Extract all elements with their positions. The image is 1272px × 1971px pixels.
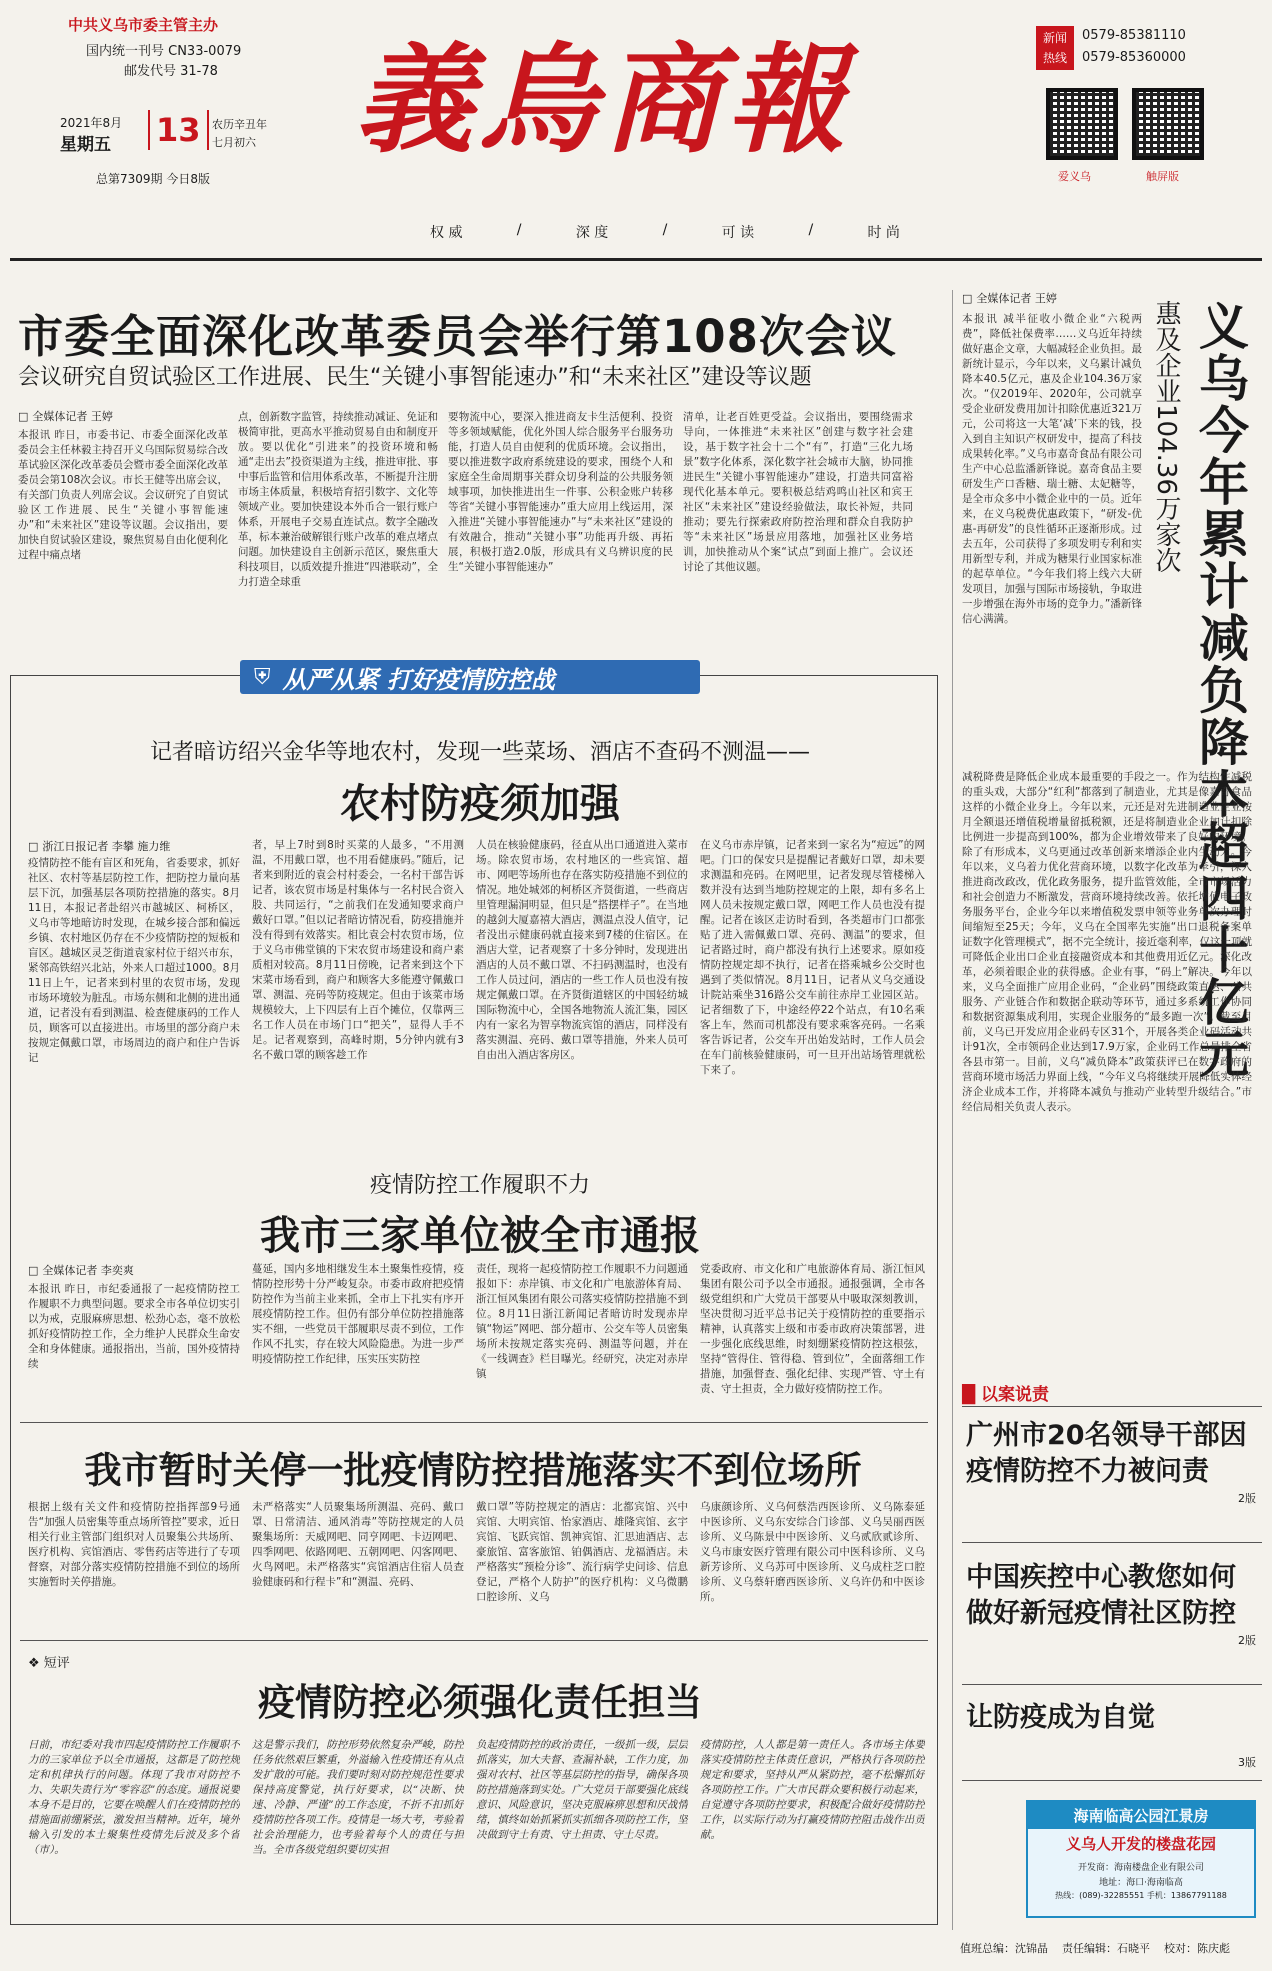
third-headline: 我市暂时关停一批疫情防控措施落实不到位场所	[84, 1449, 862, 1492]
issue-line: 总第7309期 今日8版	[96, 172, 210, 186]
comment-tag	[28, 1652, 70, 1671]
index-rule-2	[962, 1684, 1262, 1685]
hotline-box	[1036, 26, 1226, 70]
index-item[interactable]	[966, 1700, 1256, 1770]
lead-col-2: 点，创新数字监管，持续推动减证、免证和极简审批，更高水平推动贸易自由和制度开放。要以优化“引进来”的投资环境和畅通“走出去”投资渠道为主线，推进审批、事中事后监管和信用体系改革，不断提升注册市场主体质量，积极培育招引数字、文化等领域产业。要加快建设本外币合一银行账户体系，开展电子交易直连试点。数字全融改革，标本兼治破解银行账户改革的难点堵点问题。加快建设自主创新示范区，聚焦重大科技项目，以质效提升推进“四港联动”，全力打造全球重	[238, 411, 438, 588]
feature-headline: 农村防疫须加强	[340, 781, 620, 827]
third-col-2: 未严格落实“人员聚集场所测温、亮码、戴口罩、日常清洁、通风消毒”等防控规定的人员聚集场所：天威网吧、同亨网吧、卡迈网吧、四季网吧、依路网吧、五朝网吧、闪客网吧、火鸟网吧。未严格落实“宾馆酒店住宿人员查验健康码和行程卡”和“测温、亮码、	[252, 1501, 464, 1588]
ad-line-4: 地址：海口·海南临高	[1099, 1878, 1183, 1888]
second-col-2: 蔓延，国内多地相继发生本土聚集性疫情，疫情防控形势十分严峻复杂。市委市政府把疫情防控作为当前主业来抓，全市上下扎实有序开展疫情防控工作。但仍有部分单位防控措施落实不细，一些党员干部履职尽责不到位，工作作风不扎实，存在较大风险隐患。为进一步严明疫情防控工作纪律，压实压实防控	[252, 1263, 464, 1365]
postal-line: 邮发代号 31-78	[124, 64, 218, 79]
ad-line-1: 海南临高公园江景房	[1028, 1802, 1254, 1829]
third-col-1: 根据上级有关文件和疫情防控指挥部9号通告“加强人员密集等重点场所管控”要求，近日相关行业主管部门组织对人员聚集公共场所、医疗机构、宾馆酒店、零售药店等进行了专项督察，对部分落实疫情防控措施不到位的场所实施暂时关停措施。	[28, 1501, 240, 1588]
phone-1: 0579-85381110	[1082, 28, 1186, 43]
real-estate-ad[interactable]	[1026, 1800, 1256, 1918]
slogan-2: 深 度	[575, 225, 609, 241]
feature-col-2: 者，早上7时到8时买菜的人最多，“不用测温，不用戴口罩，也不用看健康码。”随后，记者来到附近的袁会村村委会，一名村干部告诉记者，该农贸市场是村集体与一名村民合资入股、共同运行，“之前我们在发通知要求商户戴好口罩。”但以记者暗访情况看，防疫措施并没有得到有效落实。相比袁会村农贸市场，位于义乌市佛堂镇的下宋农贸市场建设和商户素质相对较高。8月11日傍晚，记者来到这个下宋菜市场看到，商户和顾客大多能遵守佩戴口罩、测温、亮码等防疫规定。但由于该菜市场规模较大，上下四层有上百个摊位，仅靠两三名工作人员在市场门口“把关”，显得人手不足。记者观察到，高峰时期，5分钟内就有3名不戴口罩的顾客趁工作	[252, 839, 464, 1061]
right-body-2: 减税降费是降低企业成本最重要的手段之一。作为结构性减税的重头戏，大部分“红利”都落到了制造业，尤其是像嘉奇食品这样的小微企业身上。今年以来，元还是对先进制造业企业按月全额退还增值税增量留抵税额，还是将制造业企业加计扣除比例进一步提高到100%，都为企业增效带来了良好的环境。除了有形成本，义乌更通过改革创新来增添企业内生动力。今年以来，义乌着力优化营商环境，以数字化改革为牵引，深入推进商改政改，优化政务服务，提升监管效能，全市市场活力和社会创造力不断激发，营商环境持续改善。依托增值电子政务服务平台，企业今年以来增值税发票申领等业务单次办理时间缩短至25天；今年，义乌在全国率先实施“出口退税备案单证数字化管理模式”，据不完全统计，接近毫利率，仅这一项就可降低企业出口企业直接融资成本和其他费用近亿元。深化改革，必须着眼企业的获得感。企业有事，“码上”解决。今年以来，义乌全面推广应用企业码，“企业码”围绕政策直达、公共服务、产业链合作和数据企联动等环节，通过多系统工作协同和数据资源集成利用，实现企业服务的“最多跑一次”。截至目前，义乌已开发应用企业码专区31个，开展各类企业码活动共计91次，全市领码企业达到17.9万家，企业码工作总量排全省各县市第一。目前，义乌“减负降本”政策获评已在数字政府的营商环境市场活力界面上线，“今年义乌将继续开展降低实体经济企业成本工作，并将降本减负与推动产业转型升级结合。”市经信局相关负责人表示。	[962, 771, 1252, 1113]
qr-caption-app: 爱义乌	[1058, 170, 1091, 183]
hotline-tag-1: 新闻	[1042, 31, 1067, 45]
date-year-month: 2021年8月	[60, 116, 123, 130]
feature-col-1: 疫情防控不能有盲区和死角，省委要求，抓好社区、农村等基层防控工作，把防控力量向基层下沉，加强基层各项防控措施的落实。8月11日，本报记者赴绍兴市越城区、柯桥区，义乌市等地暗访时发现，在城乡接合部和偏远乡镇、农村地区仍存在不少疫情防控的短板和盲区。越城区灵芝街道袁家村位于绍兴市东，紧邻高铁绍兴北站，外来人口超过1000。8月11日上午，记者来到村里的农贸市场，发现市场环境较为脏乱。市场东侧和北侧的进出通道，记者没有看到测温、检查健康码的工作人员，顾客可以直接进出。市场里的部分商户未按规定佩戴口罩，市场周边的商户和住户告诉记	[28, 857, 240, 1064]
feature-kicker: 记者暗访绍兴金华等地农村，发现一些菜场、酒店不查码不测温——	[149, 740, 810, 765]
second-headline: 我市三家单位被全市通报	[260, 1213, 700, 1259]
index-item-title[interactable]: 让防疫成为自觉	[966, 1702, 1155, 1733]
comment-col-4: 疫情防控，人人都是第一责任人。各市场主体要落实疫情防控主体责任意识，严格执行各项防控规定和要求，坚持从严从紧防控，毫不松懈抓好各项防控工作。广大市民群众要积极行动起来，自觉遵守各项防控要求，积极配合做好疫情防控工作，以实际行动为打赢疫情防控阻击战作出贡献。	[700, 1739, 925, 1841]
index-rule-top	[962, 1406, 1262, 1407]
qr-code-app-icon[interactable]	[1046, 88, 1118, 160]
issn-line: 国内统一刊号 CN33-0079	[86, 44, 242, 59]
comment-tag-text: 短评	[43, 1656, 70, 1671]
comment-col-2: 这是警示我们，防控形势依然复杂严峻，防控任务依然艰巨繁重，外溢输入性疫情还有从点发扩散的可能。我们要时刻对防控规范性要求保持高度警觉，执行好要求，以“决断、快速、冷静、严谨”的工作态度，不折不扣抓好疫情防控各项工作。疫情是一场大考，考验着社会治理能力，也考验着每个人的责任与担当。全市各级党组织要切实担	[252, 1739, 464, 1856]
right-byline: □ 全媒体记者 王婷	[962, 290, 1057, 306]
footer-editor: 值班总编：沈锦晶	[960, 1942, 1048, 1955]
index-rule-1	[962, 1542, 1262, 1543]
index-tag	[962, 1380, 1049, 1405]
hotline-tag	[1036, 26, 1074, 70]
date-weekday: 星期五	[60, 135, 111, 155]
second-col-3: 责任，现将一起疫情防控工作履职不力问题通报如下：赤岸镇、市文化和广电旅游体育局、浙江恒风集团有限公司落实疫情防控措施不到位。8月11日浙江新闻记者暗访时发现赤岸镇“物运”网吧、部分超市、公交车等人员密集场所未按规定落实亮码、测温等问题，并在《一线调查》栏目曝光。经研究，决定对赤岸镇	[476, 1263, 688, 1380]
index-item[interactable]	[966, 1560, 1256, 1648]
second-byline: □ 全媒体记者 李奕爽	[28, 1262, 134, 1278]
feature-col-3: 人员在核验健康码，径直从出口通道进入菜市场。除农贸市场，农村地区的一些宾馆、超市、网吧等场所也存在落实防疫措施不到位的情况。地处城郊的柯桥区齐贤街道，一些商店里管理漏洞明显，但只是“搭摆样子”。在当地的越剑大厦嘉禧大酒店，测温点没人值守，记者没出示健康码就直接来到7楼的住宿区。在酒店大堂，记者观察了十多分钟时，发现进出酒店的人员不戴口罩、不扫码测温时，也没有工作人员过问，酒店的一些工作人员也没有按规定佩戴口罩。在齐贤街道辖区的中国轻纺城国际物流中心，全国各地物流人流汇集，园区内有一家名为智享物流宾馆的酒店，同样没有落实测温、亮码、戴口罩等措施，外来人员可自由出入酒店客房区。	[476, 839, 688, 1061]
comment-tag-icon: ❖	[28, 1656, 40, 1671]
feature-banner-text: 从严从紧 打好疫情防控战	[282, 665, 555, 694]
comment-col-3: 负起疫情防控的政治责任，一级抓一级，层层抓落实，加大夫督、查漏补缺，工作力度，加强对农村、社区等基层防控的指导，确保各项防控措施落到实处。广大党员干部要强化底线意识、风险意识，坚决克服麻痹思想和厌战情绪，慎终如始抓紧抓实抓细各项防控工作，坚决做到守土有责、守土担责、守土尽责。	[476, 1739, 688, 1841]
third-col-3: 戴口罩”等防控规定的酒店：北都宾馆、兴中宾馆、大明宾馆、怡家酒店、雄隆宾馆、玄宇宾馆、飞跃宾馆、凯神宾馆、汇思迪酒店、志豪旅馆、富客旅馆、铂偶酒店、龙福酒店。未严格落实“预检分诊”、流行病学史问诊、信息登记，严格个人防护”的医疗机构：义乌微鹏口腔诊所、义乌	[476, 1501, 688, 1603]
right-column-rule	[952, 290, 953, 1930]
third-col-4: 乌康颜诊所、义乌何蔡浩西医诊所、义乌陈泰延中医诊所、义乌东安综合门诊部、义乌吴丽西医诊所、义乌陈景中中医诊所、义乌贰欣贰诊所、义乌市康安医疗管理有限公司中医科诊所、义乌新芳诊所、义乌苏可中医诊所、义乌成柱芝口腔诊所、义乌蔡轩磨西医诊所、义乌许仍和中医诊所。	[700, 1501, 925, 1603]
hotline-tag-2: 热线	[1042, 51, 1067, 65]
footer-duty: 责任编辑：石晓平	[1062, 1942, 1150, 1955]
index-item-page: 2版	[1238, 1634, 1256, 1647]
second-col-1: 本报讯 昨日，市纪委通报了一起疫情防控工作履职不力典型问题。要求全市各单位切实引以为戒，克服麻痹思想、松劲心态，毫不放松抓好疫情防控工作，全力维护人民群众生命安全和身体健康。通报指出，当前，国外疫情持续	[28, 1283, 240, 1370]
sponsor-line: 中共义乌市委主管主办	[68, 16, 219, 34]
masthead-rule	[10, 258, 1262, 261]
lunar-year: 农历辛丑年	[212, 118, 267, 131]
ad-line-3: 开发商：海南楼盘企业有限公司	[1077, 1863, 1204, 1873]
slogan-3: 可 读	[721, 225, 755, 241]
feature-byline: □ 浙江日报记者 李攀 施力维	[28, 838, 170, 854]
slogan-1: 权 威	[430, 225, 463, 241]
second-rule	[20, 1422, 928, 1423]
lead-col-4: 清单，让老百姓更受益。会议指出，要围绕需求导向，一体推进“未来社区”创建与数字社会建设，基于数字社会十二个“有”，打造“三化九场景”数字化体系，深化数字社会城市大脑，协同推进民生“关键小事智能速办”建设，打造共同富裕现代化基本单元。要积极总结鸡鸣山社区和宾王社区“未来社区”建设经验做法，取长补短，共同推动；要先行探索政府防控治理和群众自我防护等“未来社区”场景应用落地，加强社区业务培训，加快推动从个案“试点”到面上推广。会议还讨论了其他议题。	[683, 411, 913, 573]
qr-caption-mobile: 触屏版	[1146, 170, 1179, 183]
footer	[960, 1940, 1260, 1956]
footer-proof: 校对：陈庆彪	[1164, 1942, 1230, 1955]
index-tag-marker: █	[962, 1385, 976, 1405]
third-rule	[20, 1640, 928, 1641]
comment-col-1: 日前，市纪委对我市四起疫情防控工作履职不力的三家单位予以全市通报，这都是了防控规定和机律执行的问题。体现了我市对防控不力、失职失责行为“零容忍”的态度。通报说要本身不是目的，它要在唤醒人们在疫情防控的措施面前绷紧弦，激发担当精神。近年，境外输入引发的本土聚集性疫情先后波及多个省（市）。	[28, 1739, 240, 1856]
slogan-4: 时 尚	[867, 225, 900, 241]
feature-col-4: 在义乌市赤岸镇，记者来到一家名为“痘远”的网吧。门口的保安只是提醒记者戴好口罩，却未要求测温和亮码。在网吧里，记者发现尽管楼梯入数并没有达到当地防控规定的上限，却有多名上网人员未按规定戴口罩，网吧工作人员也没有提醒。记者在该区走访时看到，各类超市门口都张贴了进入需佩戴口罩、亮码、测温”的要求，但记者路过时，商户都没有执行上述要求。原如疫情防控规定却不执行，记者在搭乘城乡公交时也遇到了类似情况。8月11日，记者从义乌交通设计院站乘坐316路公交车前往赤岸工业园区站。记者细数了下，中途经停22个站点，有10名乘客上车，然而司机都没有要求乘客亮码。一名乘客告诉记者，公交车开出始发站时，工作人员会在车门前核验健康码，可一旦开出站场管理就松下来了。	[700, 839, 925, 1076]
index-item-page: 2版	[1238, 1492, 1256, 1505]
phone-2: 0579-85360000	[1082, 50, 1186, 65]
paper-title: 義烏商報	[355, 30, 852, 169]
date-block	[60, 110, 350, 154]
feature-banner	[240, 660, 700, 694]
index-rule-3	[962, 1780, 1262, 1781]
index-tag-text: 以案说责	[981, 1385, 1049, 1405]
lead-col-1: 本报讯 昨日，市委书记、市委全面深化改革委员会主任林毅主持召开义乌国际贸易综合改革试验区深化改革委员会暨市委全面深化改革委员会第108次会议。市长王健等出席会议，有关部门负责人列席会议。会议研究了自贸试验区工作进展、民生“关键小事智能速办”和“未来社区”建设等议题。会议指出，要加快自贸试验区建设，聚焦贸易自由化便利化过程中痛点堵	[18, 429, 228, 561]
slogan: 权 威 / 深 度 / 可 读 / 时 尚	[430, 222, 900, 241]
comment-headline: 疫情防控必须强化责任担当	[258, 1681, 702, 1724]
second-kicker: 疫情防控工作履职不力	[369, 1173, 590, 1198]
masthead	[0, 0, 1272, 255]
index-item-title[interactable]: 广州市20名领导干部因疫情防控不力被问责	[966, 1420, 1247, 1487]
index-item-page: 3版	[1238, 1756, 1256, 1769]
second-col-4: 党委政府、市文化和广电旅游体育局、浙江恒风集团有限公司予以全市通报。通报强调，全市各级党组织和广大党员干部要从中吸取深刻教训，坚决贯彻习近平总书记关于疫情防控的重要指示精神，认真落实上级和市委市政府决策部署，进一步强化底线思维，时刻绷紧疫情防控这根弦，坚持“管得住、管得稳、管到位”，全面落细工作措施，加强督查、强化纪律、实现严管、守土有责、守土担责，全力做好疫情防控工作。	[700, 1263, 925, 1395]
lead-subhead: 会议研究自贸试验区工作进展、民生“关键小事智能速办”和“未来社区”建设等议题	[18, 365, 812, 390]
right-subhead-text: 惠及企业104.36万家次	[1151, 300, 1181, 573]
index-item-title[interactable]: 中国疾控中心教您如何做好新冠疫情社区防控	[966, 1562, 1236, 1629]
lead-byline: □ 全媒体记者 王婷	[18, 408, 113, 424]
date-day: 13	[148, 110, 209, 150]
lead-col-3: 要物流中心，要深入推进商友卡生活便利、投资等多领域赋能，优化外国人综合服务平台服务功能，打造人员自由便利的优质环境。会议指出，要以推进数字政府系统建设的要求，围绕个人和家庭全生命周期事关群众切身利益的公共服务领域事项，加快推进出生一件事、公积金账户转移等省“关键小事智能速办”重大应用上线运用，深入推进“关键小事智能速办”与“未来社区”建设的有效融合，推动“关键小事”功能再升级、再拓展，积极打造2.0版，形成具有义乌辨识度的民生“关键小事智能速办”	[448, 411, 673, 573]
right-body-1: 本报讯 减半征收小微企业“六税两费”，降低社保费率……义乌近年持续做好惠企文章，大幅减轻企业负担。最新统计显示，今年以来，义乌累计减负降本40.5亿元，惠及企业104.36万家次。“仅2019年、2020年，公司就享受企业研发费用加计扣除优惠近321万元，公司将这一大笔‘减’下来的钱，投入到自主知识产权研发中，提高了科技成果转化率。”义乌市嘉奇食品有限公司生产中心总监潘新锋说。嘉奇食品主要研发生产口香糖、瑞士糖、太妃糖等，是全市众多中小微企业中的一员。近年来，在义乌税费优惠政策下，“研发-优惠-再研发”的良性循环正逐渐形成。过去五年，公司获得了多项发明专利和实用新型专利，并成为糖果行业国家标准的起草单位。“今年我们将上线六大研发项目，加强与国际市场接轨，争取进一步增强在海外市场的竞争力。”潘新锋信心满满。	[962, 313, 1142, 625]
shield-icon: ⛨	[254, 664, 271, 690]
ad-line-2: 义乌人开发的楼盘花园	[1065, 1835, 1216, 1853]
index-item[interactable]	[966, 1418, 1256, 1506]
right-subhead	[1150, 300, 1184, 573]
right-headline-text: 义乌今年累计减负降本超四十亿元	[1191, 300, 1249, 1080]
lead-headline: 市委全面深化改革委员会举行第108次会议	[18, 310, 897, 363]
qr-code-mobile-icon[interactable]	[1132, 88, 1204, 160]
lunar-day: 七月初六	[212, 136, 256, 149]
ad-line-5: 热线：(089)-32285551 手机：13867791188	[1055, 1891, 1227, 1900]
